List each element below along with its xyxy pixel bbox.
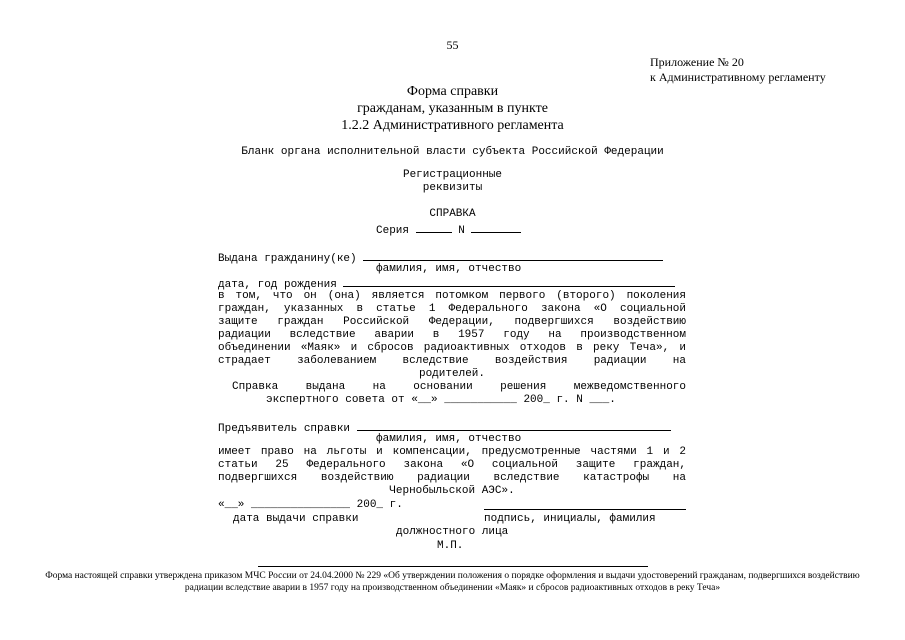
footer-divider (258, 566, 648, 567)
issue-date-line: «__» _______________ 200_ г. (218, 499, 403, 511)
rights-paragraph (218, 446, 686, 498)
issued-to-field (363, 250, 663, 261)
para1-line-1: в том, что он (она) является потомком первого (второго) поколения (218, 290, 686, 302)
basis-line-1: Справка выдана на основании решения межведомственного (232, 381, 686, 393)
issued-to-label: Выдана гражданину(ке) (218, 253, 357, 265)
official-caption: должностного лица (396, 526, 509, 538)
para1-line-6: страдает заболеванием вследствие воздействия радиации на (218, 355, 686, 367)
para2-line-2: статьи 25 Федерального закона «О социальной защите граждан, (218, 459, 686, 471)
signature-caption: подпись, инициалы, фамилия (484, 513, 656, 525)
number-label: N (458, 225, 465, 237)
bearer-field (357, 420, 671, 431)
appendix-line-1: Приложение № 20 (650, 55, 744, 69)
para1-line-3: защите граждан Российской Федерации, подвергшихся воздействию (218, 316, 686, 328)
descent-paragraph (218, 290, 686, 381)
certificate-heading: СПРАВКА (429, 208, 476, 220)
para2-line-1: имеет право на льготы и компенсации, предусмотренные частями 1 и 2 (218, 446, 686, 458)
issue-date-caption: дата выдачи справки (233, 513, 359, 525)
title-line-2: гражданам, указанным в пункте (357, 101, 548, 116)
dob-label: дата, год рождения (218, 279, 337, 291)
series-label: Серия (376, 225, 410, 237)
registration-line-2: реквизиты (422, 182, 483, 194)
title-line-1: Форма справки (406, 84, 499, 99)
bearer-label: Предъявитель справки (218, 423, 351, 435)
title-line-3: 1.2.2 Административного регламента (341, 118, 564, 133)
blank-line: Бланк органа исполнительной власти субъекта Российской Федерации (241, 146, 664, 158)
para2-line-4: Чернобыльской АЭС». (389, 485, 515, 497)
basis-line-2: экспертного совета от «__» ___________ 200_ г. N ___. (266, 394, 616, 406)
fio-caption-2: фамилия, имя, отчество (376, 433, 522, 445)
appendix-line-2: к Административному регламенту (650, 70, 826, 84)
series-number-line (376, 222, 521, 238)
seal-mark: М.П. (437, 540, 464, 552)
appendix-note (650, 55, 826, 85)
para1-line-7: родителей. (418, 368, 485, 380)
para2-line-3: подвергшихся воздействию радиации вследствие катастрофы на (218, 472, 686, 484)
basis-paragraph (218, 381, 686, 407)
signature-field (484, 509, 686, 510)
page-number: 55 (446, 38, 459, 52)
fio-caption: фамилия, имя, отчество (376, 263, 522, 275)
series-field (416, 222, 452, 233)
para1-line-4: радиации вследствие аварии в 1957 году на производственном (218, 329, 686, 341)
dob-field (343, 276, 675, 287)
registration-line-1: Регистрационные (402, 169, 503, 181)
number-field (471, 222, 521, 233)
document-title (0, 83, 905, 134)
footer-note: Форма настоящей справки утверждена приказом МЧС России от 24.04.2000 № 229 «Об утверждении положения о порядке оформления и выдачи удостоверений гражданам, подвергшихся воздействию радиации вследствие аварии в 1957 году на производственном объединении «Маяк» и сбросов радиоактивных отходов в реку Теча» (45, 571, 860, 593)
para1-line-2: граждан, указанных в статье 1 Федерального закона «О социальной (218, 303, 686, 315)
para1-line-5: объединении «Маяк» и сбросов радиоактивных отходов в реку Теча», и (218, 342, 686, 354)
